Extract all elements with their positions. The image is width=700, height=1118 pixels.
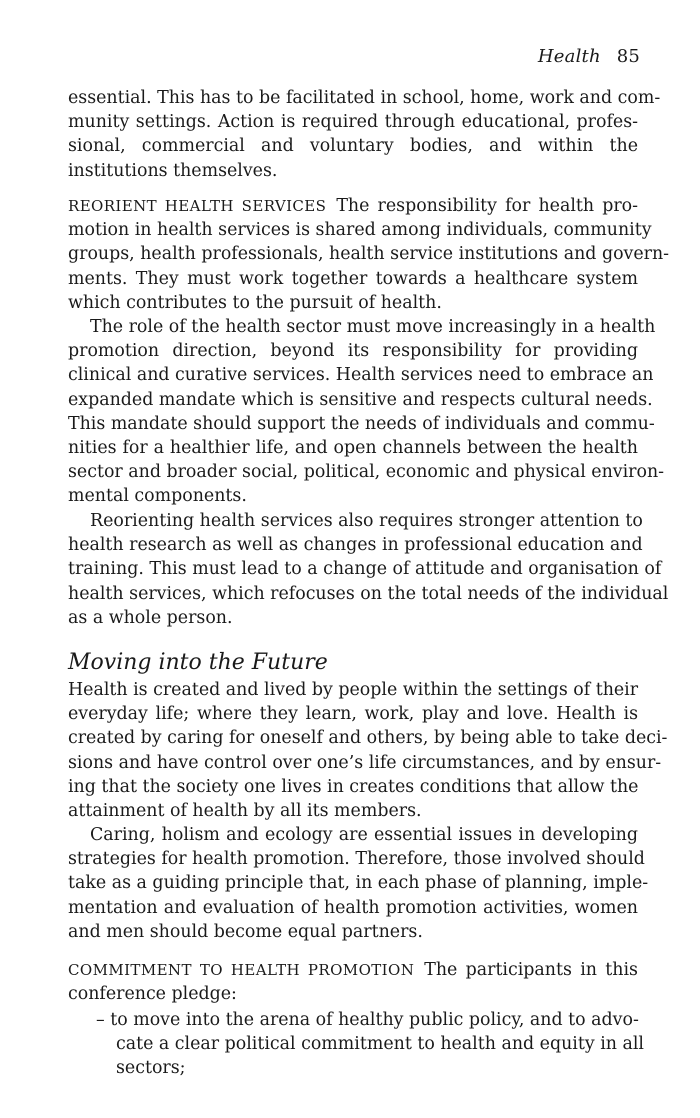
section-lead-text: The participants in this	[424, 960, 638, 980]
text-line: nities for a healthier life, and open channels between the health	[68, 438, 638, 459]
section-reorient-health-services	[68, 194, 670, 315]
text-line: promotion direction, beyond its responsibility for providing	[68, 341, 638, 362]
text-line: which contributes to the pursuit of health.	[68, 292, 442, 313]
section-lead-text: The responsibility for health pro-	[336, 196, 638, 216]
text-line: strategies for health promotion. Therefore, those involved should	[68, 849, 645, 870]
text-line: mentation and evaluation of health promotion activities, women	[68, 897, 638, 918]
text-line: as a whole person.	[68, 607, 233, 628]
paragraph-future	[68, 678, 668, 823]
text-line: cate a clear political commitment to health and equity in all	[116, 1034, 644, 1055]
text-line: health research as well as changes in professional education and	[68, 535, 643, 556]
text-line: sional, commercial and voluntary bodies, and within the	[68, 136, 638, 157]
text-line: groups, health professionals, health service institutions and govern-	[68, 244, 670, 265]
section-commitment	[68, 958, 638, 1006]
text-line: everyday life; where they learn, work, play and love. Health is	[68, 704, 638, 725]
section-label: COMMITMENT TO HEALTH PROMOTION	[68, 961, 415, 979]
text-line: motion in health services is shared among individuals, community	[68, 220, 652, 241]
pledge-list-item	[96, 1008, 644, 1081]
text-line: conference pledge:	[68, 984, 237, 1005]
text-line: Reorienting health services also requires stronger attention to	[90, 511, 643, 531]
text-line: – to move into the arena of healthy public policy, and to advo-	[96, 1010, 639, 1030]
section-heading: Moving into the Future	[68, 650, 328, 675]
section-label: REORIENT HEALTH SERVICES	[68, 197, 327, 215]
text-line: clinical and curative services. Health services need to embrace an	[68, 365, 654, 386]
running-head	[538, 46, 640, 67]
running-head-title: Health	[537, 46, 601, 67]
text-line	[68, 194, 638, 218]
text-line: expanded mandate which is sensitive and respects cultural needs.	[68, 389, 653, 410]
text-line: created by caring for oneself and others, by being able to take deci-	[68, 728, 668, 749]
text-line: and men should become equal partners.	[68, 921, 423, 942]
paragraph-caring	[68, 823, 649, 944]
paragraph-essential	[68, 86, 661, 183]
text-line: attainment of health by all its members.	[68, 801, 422, 822]
page-number: 85	[616, 46, 640, 67]
text-line: essential. This has to be facilitated in school, home, work and com-	[68, 88, 661, 108]
text-line: This mandate should support the needs of individuals and commu-	[68, 413, 655, 434]
text-line: ing that the society one lives in creates conditions that allow the	[68, 776, 639, 797]
text-line: sector and broader social, political, economic and physical environ-	[68, 462, 665, 483]
paragraph-role	[68, 315, 665, 509]
text-line: sions and have control over one’s life circumstances, and by ensur-	[68, 752, 662, 773]
text-line: sectors;	[116, 1058, 186, 1079]
text-line: take as a guiding principle that, in each phase of planning, imple-	[68, 873, 649, 894]
text-line: munity settings. Action is required through educational, profes-	[68, 112, 638, 133]
text-line: health services, which refocuses on the total needs of the individual	[68, 583, 669, 604]
text-line: mental components.	[68, 486, 247, 507]
text-line: Caring, holism and ecology are essential issues in developing	[90, 825, 638, 845]
text-line: Health is created and lived by people within the settings of their	[68, 680, 639, 700]
text-line: institutions themselves.	[68, 160, 278, 181]
text-line: training. This must lead to a change of attitude and organisation of	[68, 559, 662, 580]
text-line: ments. They must work together towards a healthcare system	[68, 268, 638, 289]
text-line: The role of the health sector must move increasingly in a health	[90, 317, 656, 337]
paragraph-reorienting	[68, 509, 669, 630]
text-line	[68, 958, 638, 982]
